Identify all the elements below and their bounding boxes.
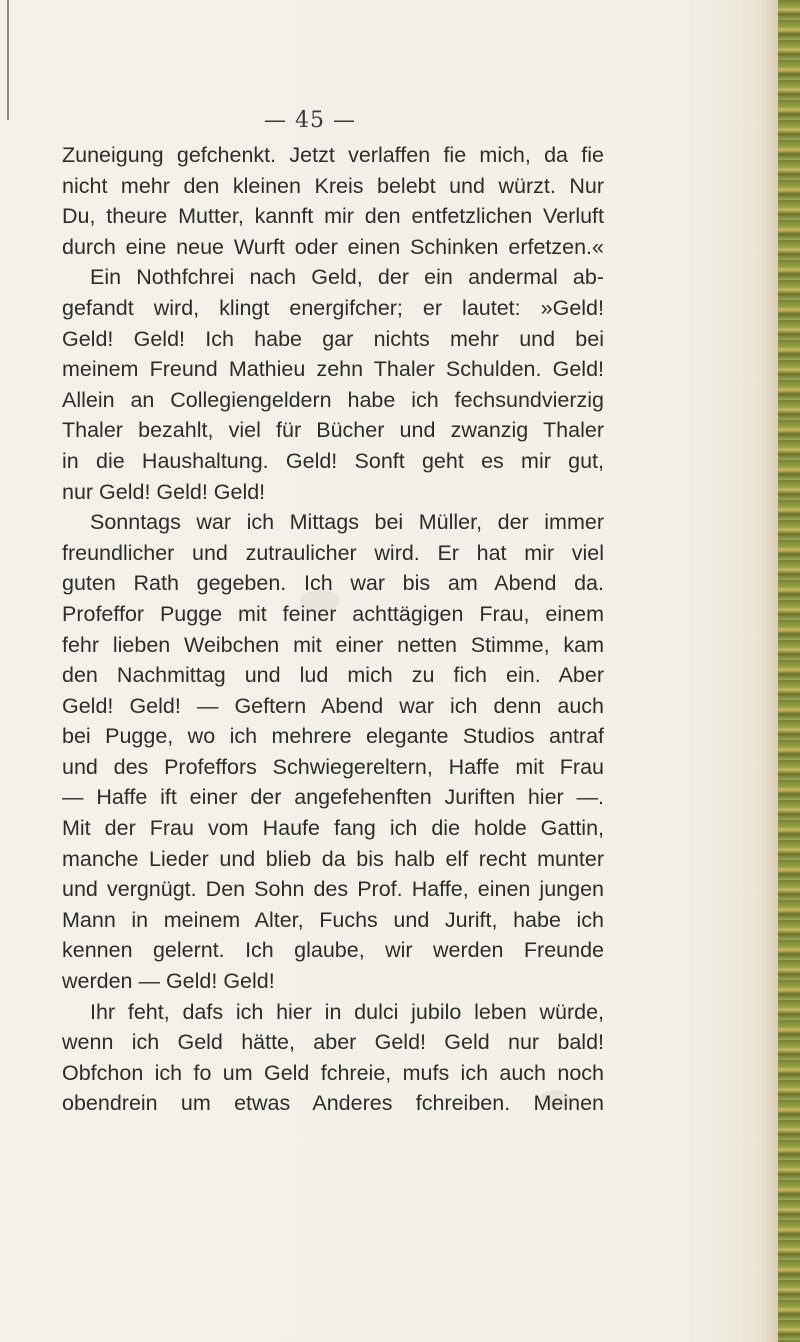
- text-line: den Nachmittag und lud mich zu fich ein. Aber: [62, 663, 604, 688]
- text-line: Du, theure Mutter, kannft mir den entfetzlichen Verluft: [62, 204, 604, 229]
- text-line: — Haffe ift einer der angefehenften Juriften hier —.: [62, 785, 604, 810]
- body-text: [62, 140, 604, 1119]
- text-line: nur Geld! Geld! Geld!: [62, 479, 266, 504]
- text-line: Allein an Collegiengeldern habe ich fechsundvierzig: [62, 387, 604, 412]
- text-line: Zuneigung gefchenkt. Jetzt verlaffen fie mich, da fie: [62, 143, 604, 167]
- text-line: manche Lieder und blieb da bis halb elf recht munter: [62, 846, 604, 871]
- text-line: durch eine neue Wurft oder einen Schinken erfetzen.«: [62, 234, 604, 259]
- text-line: Sonntags war ich Mittags bei Müller, der immer: [90, 510, 604, 535]
- text-line: fehr lieben Weibchen mit einer netten Stimme, kam: [62, 632, 604, 657]
- text-line: gefandt wird, klingt energifcher; er lautet: »Geld!: [62, 295, 604, 320]
- text-line: und vergnügt. Den Sohn des Prof. Haffe, einen jungen: [62, 877, 604, 902]
- text-line: nicht mehr den kleinen Kreis belebt und würzt. Nur: [62, 173, 604, 198]
- page-gutter-shadow: [760, 0, 778, 1342]
- text-line: Mit der Frau vom Haufe fang ich die holde Gattin,: [62, 816, 604, 841]
- text-line: bei Pugge, wo ich mehrere elegante Studios antraf: [62, 724, 604, 749]
- text-line: und des Profeffors Schwiegereltern, Haffe mit Frau: [62, 754, 604, 779]
- text-line: Ihr feht, dafs ich hier in dulci jubilo leben würde,: [90, 999, 604, 1024]
- text-line: Profeffor Pugge mit feiner achttägigen Frau, einem: [62, 601, 604, 626]
- text-line: freundlicher und zutraulicher wird. Er hat mir viel: [62, 540, 604, 565]
- text-line: Geld! Geld! — Geftern Abend war ich denn auch: [62, 693, 604, 718]
- text-line: wenn ich Geld hätte, aber Geld! Geld nur bald!: [62, 1030, 604, 1055]
- text-line: obendrein um etwas Anderes fchreiben. Meinen: [62, 1091, 604, 1116]
- text-line: werden — Geld! Geld!: [62, 969, 275, 994]
- text-line: Thaler bezahlt, viel für Bücher und zwanzig Thaler: [62, 418, 604, 443]
- text-line: Obfchon ich fo um Geld fchreie, mufs ich auch noch: [62, 1060, 604, 1085]
- text-line: in die Haushaltung. Geld! Sonft geht es mir gut,: [62, 448, 604, 473]
- text-line: Geld! Geld! Ich habe gar nichts mehr und bei: [62, 326, 604, 351]
- book-edge-strip: [778, 0, 800, 1342]
- text-line: Ein Nothfchrei nach Geld, der ein andermal ab-: [90, 265, 604, 290]
- text-line: guten Rath gegeben. Ich war bis am Abend da.: [62, 571, 604, 596]
- text-line: meinem Freund Mathieu zehn Thaler Schulden. Geld!: [62, 357, 604, 382]
- page-number: — 45 —: [264, 108, 356, 133]
- page-edge-line: [7, 0, 9, 120]
- text-line: Mann in meinem Alter, Fuchs und Jurift, habe ich: [62, 907, 604, 932]
- text-line: kennen gelernt. Ich glaube, wir werden Freunde: [62, 938, 604, 963]
